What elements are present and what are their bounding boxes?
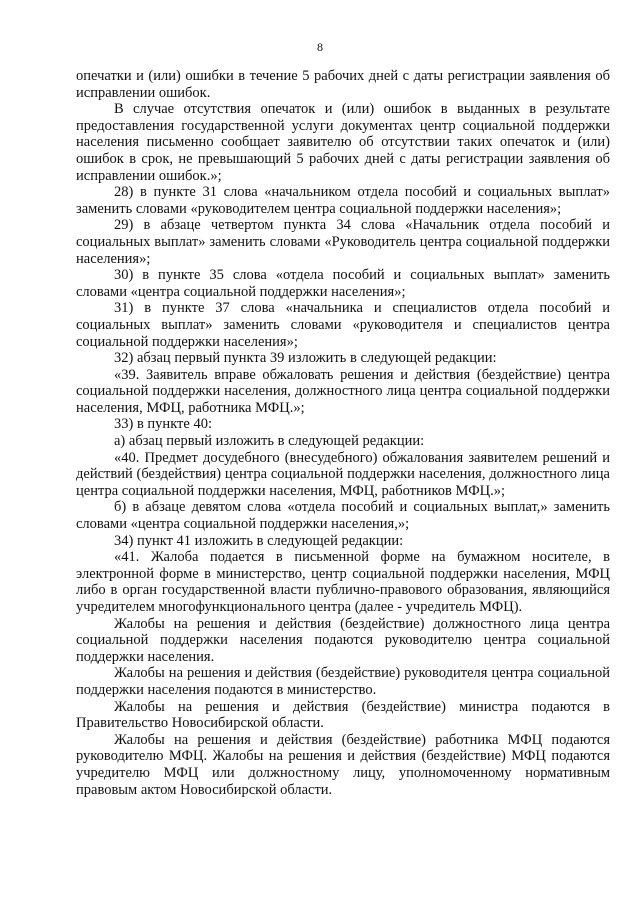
document-paragraph: «40. Предмет досудебного (внесудебного) обжалования заявителем решений и действий (бездействия) центра социальной поддержки населения, должностного лица центра социальной поддержки населения, МФЦ, работников МФЦ.»;	[76, 449, 610, 499]
document-paragraph: Жалобы на решения и действия (бездействие) руководителя центра социальной поддержки населения подаются в министерство.	[76, 665, 610, 698]
document-paragraph: 29) в абзаце четвертом пункта 34 слова «Начальник отдела пособий и социальных выплат» заменить словами «Руководитель центра социальной поддержки населения»;	[76, 217, 610, 267]
document-paragraph: 31) в пункте 37 слова «начальника и специалистов отдела пособий и социальных выплат» заменить словами «руководителя и специалистов центра социальной поддержки населения»;	[76, 300, 610, 350]
document-paragraph: Жалобы на решения и действия (бездействие) должностного лица центра социальной поддержки населения подаются руководителю центра социальной поддержки населения.	[76, 615, 610, 665]
page-number: 8	[317, 40, 323, 54]
document-paragraph: 32) абзац первый пункта 39 изложить в следующей редакции:	[114, 350, 497, 367]
document-paragraph: 34) пункт 41 изложить в следующей редакции:	[114, 532, 404, 549]
document-paragraph: 30) в пункте 35 слова «отдела пособий и социальных выплат» заменить словами «центра социальной поддержки населения»;	[76, 267, 610, 300]
document-paragraph: 33) в пункте 40:	[114, 416, 212, 433]
document-paragraph: а) абзац первый изложить в следующей редакции:	[114, 433, 425, 450]
document-paragraph: б) в абзаце девятом слова «отдела пособий и социальных выплат,» заменить словами «центра социальной поддержки населения,»;	[76, 499, 610, 533]
document-paragraph: Жалобы на решения и действия (бездействие) министра подаются в Правительство Новосибирской области.	[76, 698, 610, 732]
document-paragraph: 28) в пункте 31 слова «начальником отдела пособий и социальных выплат» заменить словами «руководителем центра социальной поддержки населения»;	[76, 184, 610, 217]
document-body	[76, 68, 610, 798]
document-paragraph: опечатки и (или) ошибки в течение 5 рабочих дней с даты регистрации заявления об исправлении ошибок.	[76, 68, 610, 101]
document-paragraph: Жалобы на решения и действия (бездействие) работника МФЦ подаются руководителю МФЦ. Жалобы на решения и действия (бездействие) МФЦ подаются учредителю МФЦ или должностному лицу, уполномоченному нормативным правовым актом Новосибирской области.	[76, 731, 610, 798]
document-paragraph: В случае отсутствия опечаток и (или) ошибок в выданных в результате предоставления государственной услуги документах центр социальной поддержки населения письменно сообщает заявителю об отсутствии таких опечаток и (или) ошибок в срок, не превышающий 5 рабочих дней с даты регистрации заявления об исправлении ошибок.»;	[76, 101, 610, 184]
document-paragraph: «41. Жалоба подается в письменной форме на бумажном носителе, в электронной форме в министерство, центр социальной поддержки населения, МФЦ либо в орган государственной власти публично-правового образования, являющийся учредителем многофункционального центра (далее - учредитель МФЦ).	[76, 549, 610, 615]
document-paragraph: «39. Заявитель вправе обжаловать решения и действия (бездействие) центра социальной поддержки населения, должностного лица центра социальной поддержки населения, МФЦ, работника МФЦ.»;	[76, 366, 610, 416]
